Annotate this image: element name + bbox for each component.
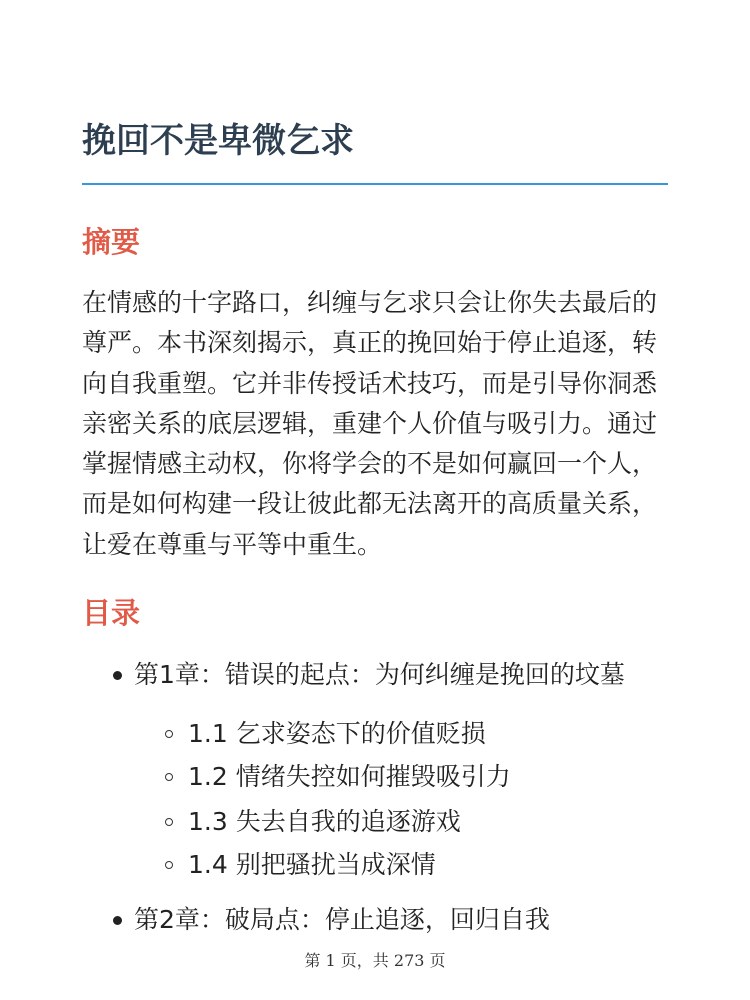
toc-chapter-label: 第2章：破局点：停止追逐，回归自我 [134,905,550,934]
toc-heading: 目录 [82,596,141,630]
toc-section-label: 1.3 失去自我的追逐游戏 [188,807,461,836]
abstract-heading: 摘要 [82,225,141,259]
abstract-paragraph: 在情感的十字路口，纠缠与乞求只会让你失去最后的尊严。本书深刻揭示，真正的挽回始于停止追逐，转向自我重塑。它并非传授话术技巧，而是引导你洞悉亲密关系的底层逻辑，重建个人价值与吸引力。通过掌握情感主动权，你将学会的不是如何赢回一个人，而是如何构建一段让彼此都无法离开的高质量关系，让爱在尊重与平等中重生。 [82,288,658,559]
bullet-disc-icon [113,916,122,925]
bullet-circle-icon [165,818,173,826]
title-divider [82,183,668,185]
toc-section-label: 1.4 别把骚扰当成深情 [188,850,436,879]
toc-section-label: 1.2 情绪失控如何摧毁吸引力 [188,762,511,791]
document-title: 挽回不是卑微乞求 [82,121,354,161]
bullet-circle-icon [165,730,173,738]
bullet-circle-icon [165,773,173,781]
toc-section-label: 1.1 乞求姿态下的价值贬损 [188,719,486,748]
bullet-disc-icon [113,671,122,680]
bullet-circle-icon [165,861,173,869]
toc-chapter-label: 第1章：错误的起点：为何纠缠是挽回的坟墓 [134,660,625,689]
page-number-footer: 第 1 页，共 273 页 [304,951,446,970]
